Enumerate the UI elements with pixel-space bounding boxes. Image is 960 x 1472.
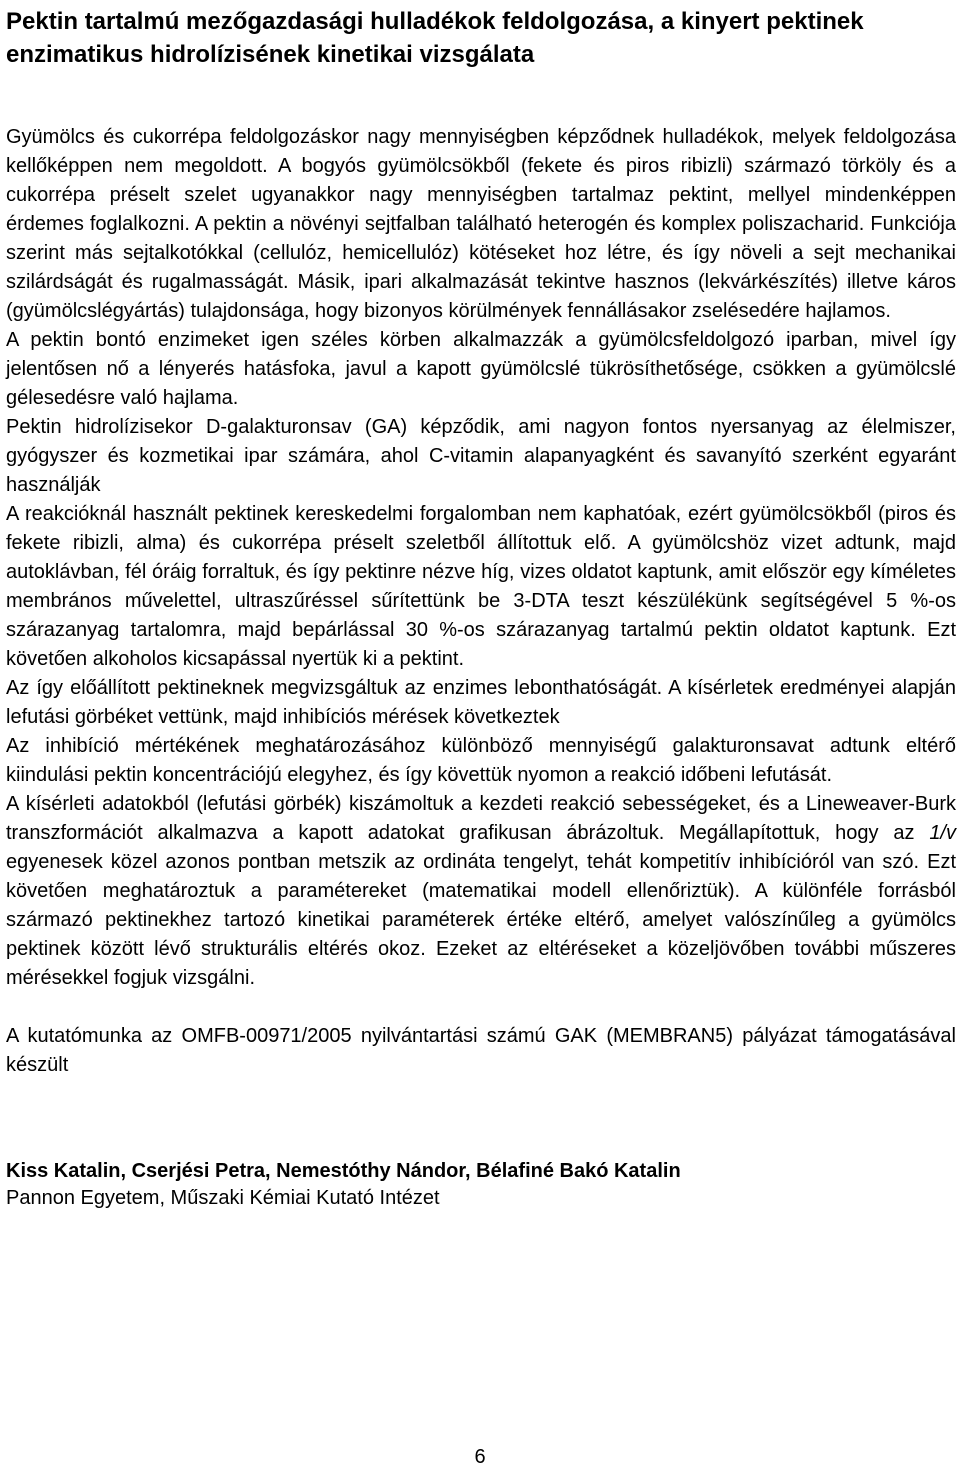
document-title: Pektin tartalmú mezőgazdasági hulladékok feldolgozása, a kinyert pektinek enzimatikus hidrolízisének kinetikai vizsgálata: [6, 8, 864, 68]
document-body: [6, 123, 956, 993]
document-page: [6, 0, 956, 1212]
author-names: Kiss Katalin, Cserjési Petra, Nemestóthy Nándor, Bélafiné Bakó Katalin: [6, 1160, 681, 1182]
paragraph-kinetics: [6, 790, 956, 993]
author-block: [6, 1158, 956, 1212]
funding-note: [6, 1022, 956, 1080]
paragraph-degradability: Az így előállított pektineknek megvizsgáltuk az enzimes lebonthatóságát. A kísérletek eredményei alapján lefutási görbéket vettünk, majd inhibíciós mérések következtek: [6, 677, 956, 728]
paragraph-hydrolysis: Pektin hidrolízisekor D-galakturonsav (GA) képződik, ami nagyon fontos nyersanyag az élelmiszer, gyógyszer és kozmetikai ipar számára, ahol C-vitamin alapanyagként és savanyító szerként egyaránt használják: [6, 416, 956, 496]
paragraph-preparation: A reakcióknál használt pektinek kereskedelmi forgalomban nem kaphatóak, ezért gyümölcsökből (piros és fekete ribizli, alma) és cukorrépa préselt szeletből állítottuk elő. A gyümölcshöz vizet adtunk, majd autoklávban, fél óráig forraltuk, és így pektinre nézve híg, vizes oldatot kaptunk, amit először egy kíméletes membrános művelettel, ultraszűréssel sűrítettünk be 3-DTA teszt készülékünk segítségével 5 %-os szárazanyag tartalomra, majd bepárlással 30 %-os szárazanyag tartalmú pektin oldatot kaptunk. Ezt követően alkoholos kicsapással nyertük ki a pektint.: [6, 503, 956, 670]
kinetics-text-end: egyenesek közel azonos pontban metszik az ordináta tengelyt, tehát kompetitív inhibícióról van szó. Ezt követően meghatároztuk a paramétereket (matematikai modell ellenőriztük). A különféle forrásból származó pektinekhez tartozó kinetikai paraméterek értéke eltérő, amelyet valószínűleg a gyümölcs pektinek között lévő strukturális eltérés okoz. Ezeket az eltéréseket a közeljövőben további műszeres mérésekkel fogjuk vizsgálni.: [6, 851, 956, 989]
paragraph-intro: Gyümölcs és cukorrépa feldolgozáskor nagy mennyiségben képződnek hulladékok, melyek feldolgozása kellőképpen nem megoldott. A bogyós gyümölcsökből (fekete és piros ribizli) származó törköly és a cukorrépa préselt szelet ugyanakkor nagy mennyiségben tartalmaz pektint, mellyel mindenképpen érdemes foglalkozni. A pektin a növényi sejtfalban található heterogén és komplex poliszacharid. Funkciója szerint más sejtalkotókkal (cellulóz, hemicellulóz) kötéseket hoz létre, és így növeli a sejt mechanikai szilárdságát és rugalmasságát. Másik, ipari alkalmazását tekintve hasznos (lekvárkészítés) illetve káros (gyümölcslégyártás) tulajdonsága, hogy bizonyos körülmények fennállásakor zselésedére hajlamos.: [6, 126, 956, 322]
paragraph-enzymes: A pektin bontó enzimeket igen széles körben alkalmazzák a gyümölcsfeldolgozó iparban, mivel így jelentősen nő a lényerés hatásfoka, javul a kapott gyümölcslé tükrösíthetősége, csökken a gyümölcslé gélesedésre való hajlama.: [6, 329, 956, 409]
kinetics-text-start: A kísérleti adatokból (lefutási görbék) kiszámoltuk a kezdeti reakció sebességeket, és a Lineweaver-Burk transzformációt alkalmazva a kapott adatokat grafikusan ábrázoltuk. Megállapítottuk, hogy az: [6, 793, 956, 844]
paragraph-inhibition: Az inhibíció mértékének meghatározásához különböző mennyiségű galakturonsavat adtunk eltérő kiindulási pektin koncentrációjú elegyhez, és így követtük nyomon a reakció időbeni lefutását.: [6, 735, 956, 786]
page-number: 6: [474, 1446, 486, 1468]
author-affiliation: Pannon Egyetem, Műszaki Kémiai Kutató Intézet: [6, 1187, 440, 1209]
kinetics-italic-term: 1/v: [929, 822, 956, 844]
funding-text: A kutatómunka az OMFB-00971/2005 nyilvántartási számú GAK (MEMBRAN5) pályázat támogatásával készült: [6, 1025, 956, 1076]
